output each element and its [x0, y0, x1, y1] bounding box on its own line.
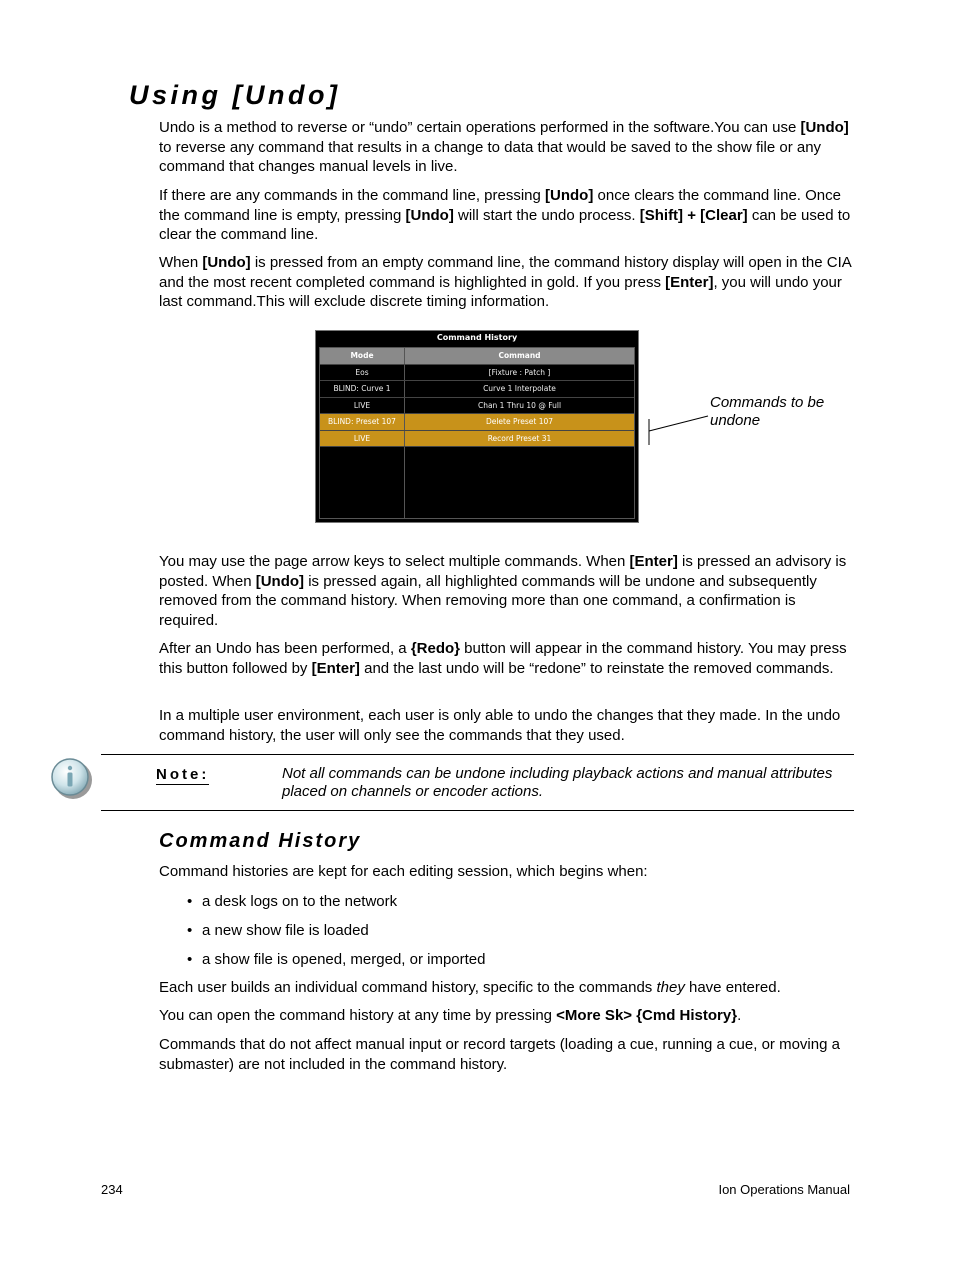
intro-paragraph-3 — [159, 253, 854, 312]
text-run: Undo is a method to reverse or “undo” certain operations performed in the software.You can use — [159, 119, 801, 136]
text-run: Commands that do not affect manual input or record targets (loading a cue, running a cue, or moving a submaster) are not included in the command history. — [159, 1036, 840, 1073]
list-item: • a desk logs on to the network — [187, 893, 398, 910]
body-paragraph-5 — [159, 639, 854, 678]
table-row[interactable] — [320, 414, 634, 431]
manual-title: Ion Operations Manual — [718, 1182, 850, 1197]
note-bottom-rule — [101, 810, 854, 811]
note-text: Not all commands can be undone including playback actions and manual attributes placed on channels or encoder actions. — [282, 765, 833, 800]
intro-paragraph-1 — [159, 118, 854, 177]
text-run: and the last undo will be “redone” to reinstate the removed commands. — [359, 659, 834, 677]
command-cell: Delete Preset 107 — [485, 417, 554, 426]
mode-cell: BLIND: Preset 107 — [320, 414, 405, 430]
command-history-title: Command History — [436, 333, 518, 342]
text-run: [Enter] — [629, 553, 678, 570]
text-run: button will appear in the command history. You may press this button followed by — [159, 640, 847, 677]
body-paragraph-8 — [159, 1006, 854, 1026]
body-paragraph-9 — [159, 1035, 854, 1074]
table-row[interactable] — [320, 365, 634, 382]
text-run: will start the undo process. — [453, 206, 640, 224]
text-run: they — [656, 979, 685, 996]
command-history-window — [315, 330, 639, 523]
text-run: After an Undo has been performed, a — [159, 640, 411, 657]
text-run: When — [159, 254, 203, 271]
list-item: • a show file is opened, merged, or imported — [187, 951, 486, 968]
command-cell: Chan 1 Thru 10 @ Full — [477, 400, 562, 410]
callout-leader — [640, 405, 720, 450]
body-paragraph-4 — [159, 552, 854, 630]
text-run: [Shift] + [Clear] — [639, 206, 748, 224]
command-cell: [Fixture : Patch ] — [488, 367, 551, 377]
info-icon — [49, 756, 95, 802]
callout-label: Commands to be undone — [710, 394, 825, 429]
text-run: [Undo] — [255, 572, 305, 590]
subsection-title: Command History — [159, 830, 362, 852]
text-run: Each user builds an individual command history, specific to the commands — [159, 979, 657, 996]
mode-cell: LIVE — [320, 398, 405, 414]
body-paragraph-7 — [159, 978, 854, 998]
table-row[interactable] — [320, 398, 634, 415]
text-run: In a multiple user environment, each user is only able to undo the changes that they made. In the undo command history, the user will only see the commands that they used. — [159, 707, 841, 744]
mode-cell: BLIND: Curve 1 — [320, 381, 405, 397]
note-top-rule — [101, 754, 854, 755]
intro-paragraph-2 — [159, 186, 854, 245]
text-run: If there are any commands in the command line, pressing — [159, 187, 546, 204]
text-run: , you will undo your last command.This will exclude discrete timing information. — [159, 273, 842, 310]
text-run: [Enter] — [665, 273, 714, 291]
text-run: once clears the command line. Once the command line is empty, pressing — [159, 187, 841, 224]
section-title: Using [Undo] — [129, 80, 341, 110]
command-column-header: Command — [498, 351, 541, 360]
command-history-table — [319, 347, 635, 519]
text-run: [Undo] — [202, 254, 251, 271]
table-row[interactable] — [320, 381, 634, 398]
mode-cell: LIVE — [320, 431, 405, 447]
text-run: . — [737, 1007, 742, 1024]
text-run: can be used to clear the command line. — [159, 206, 851, 243]
text-run: is pressed again, all highlighted commands will be undone and subsequently removed from the command history. When removing more than one command, a confirmation is required. — [159, 572, 817, 629]
empty-table-area — [320, 447, 634, 519]
note-label: Note: — [156, 766, 210, 783]
text-run: have entered. — [684, 979, 781, 996]
subsection-intro: Command histories are kept for each editing session, which begins when: — [159, 863, 648, 880]
text-run: [Undo] — [405, 206, 454, 224]
command-cell: Record Preset 31 — [487, 433, 552, 443]
text-run: You can open the command history at any time by pressing — [159, 1007, 557, 1024]
body-paragraph-6 — [159, 706, 854, 745]
mode-column-header: Mode — [320, 348, 405, 364]
text-run: [Enter] — [311, 659, 360, 677]
text-run: to reverse any command that results in a change to data that would be saved to the show file or any command that changes manual levels in live. — [159, 138, 822, 175]
text-run: [Undo] — [800, 119, 849, 136]
text-run: is pressed an advisory is posted. When — [159, 553, 847, 590]
text-run: <More Sk> {Cmd History} — [556, 1007, 738, 1024]
text-run: You may use the page arrow keys to select multiple commands. When — [159, 553, 630, 570]
command-cell: Curve 1 Interpolate — [483, 384, 556, 393]
table-row[interactable] — [320, 431, 634, 448]
table-header-row — [320, 348, 634, 365]
text-run: [Undo] — [545, 187, 594, 204]
list-item: • a new show file is loaded — [187, 922, 369, 939]
page-number: 234 — [101, 1182, 123, 1197]
mode-cell: Eos — [320, 365, 405, 381]
text-run: {Redo} — [410, 640, 461, 657]
text-run: is pressed from an empty command line, the command history display will open in the CIA and the most recent completed command is highlighted in gold. If you press — [159, 254, 851, 291]
